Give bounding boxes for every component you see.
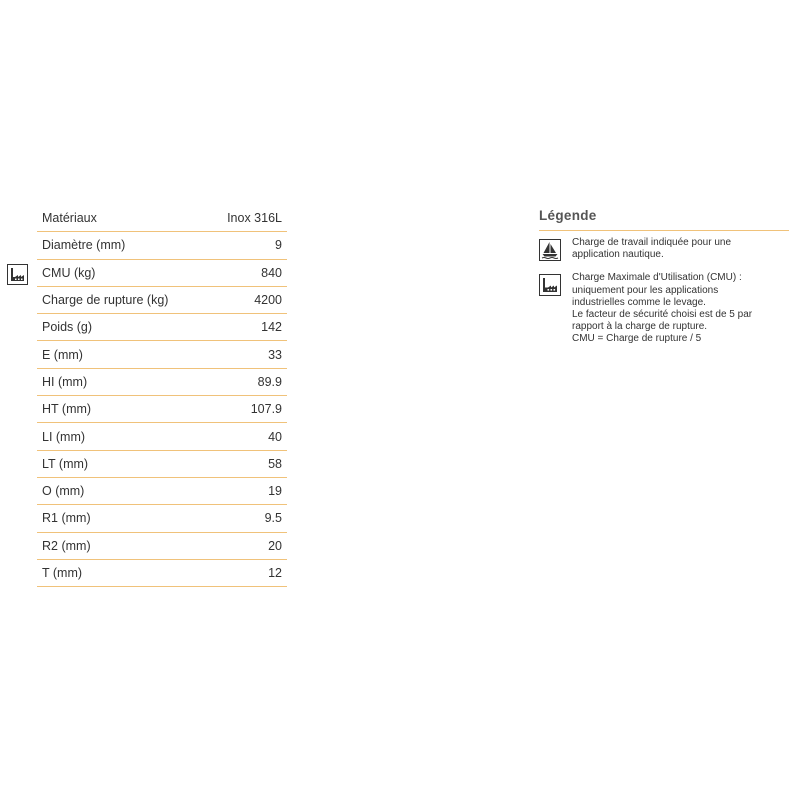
spec-value: 40	[268, 429, 282, 444]
spec-row-lt	[37, 451, 287, 478]
spec-label: Charge de rupture (kg)	[42, 293, 169, 308]
legend-divider	[539, 230, 789, 231]
legend-text: Charge de travail indiquée pour une application nautique.	[572, 237, 731, 261]
spec-row-t	[37, 560, 287, 587]
factory-icon	[539, 274, 561, 296]
spec-row-r2	[37, 533, 287, 560]
sailboat-icon	[539, 239, 561, 261]
spec-row-diametre	[37, 232, 287, 259]
spec-value: 20	[268, 538, 282, 553]
spec-value: 12	[268, 566, 282, 580]
spec-value: 4200	[254, 293, 282, 308]
spec-row-r1	[37, 505, 287, 532]
spec-label: Poids (g)	[42, 320, 93, 335]
spec-label: Diamètre (mm)	[42, 238, 126, 253]
spec-row-hi	[37, 369, 287, 396]
legend-item-nautique	[539, 237, 789, 261]
spec-label: LI (mm)	[42, 429, 86, 444]
legend-item-cmu	[539, 272, 789, 345]
spec-row-li	[37, 423, 287, 450]
spec-label: CMU (kg)	[42, 265, 96, 280]
spec-value: 33	[268, 347, 282, 362]
spec-value: Inox 316L	[227, 211, 282, 226]
legend-text: Charge Maximale d'Utilisation (CMU) : uniquement pour les applications industrielles comme le levage. Le facteur de sécurité choisi est de 5 par rapport à la charge de rupture. CMU = Charge de rupture / 5	[572, 272, 753, 345]
spec-value: 9.5	[264, 511, 282, 526]
spec-row-charge-rupture	[37, 287, 287, 314]
spec-label: R2 (mm)	[42, 538, 91, 553]
specifications-table	[37, 205, 287, 587]
spec-row-o	[37, 478, 287, 505]
spec-label: T (mm)	[42, 566, 83, 580]
spec-row-poids	[37, 314, 287, 341]
spec-row-cmu	[37, 260, 287, 287]
spec-value: 840	[261, 265, 282, 280]
legend-title: Légende	[539, 208, 597, 223]
spec-label: E (mm)	[42, 347, 83, 362]
spec-value: 89.9	[257, 374, 282, 389]
legend-panel	[539, 205, 789, 346]
spec-value: 9	[275, 238, 282, 253]
spec-label: O (mm)	[42, 484, 85, 499]
spec-value: 107.9	[250, 402, 282, 417]
spec-value: 142	[261, 320, 282, 335]
spec-label: HI (mm)	[42, 374, 88, 389]
spec-row-ht	[37, 396, 287, 423]
spec-label: R1 (mm)	[42, 511, 91, 526]
spec-row-e	[37, 341, 287, 368]
spec-label: Matériaux	[42, 211, 97, 226]
spec-label: LT (mm)	[42, 456, 89, 471]
factory-icon	[7, 264, 28, 285]
spec-row-materiaux	[37, 205, 287, 232]
spec-label: HT (mm)	[42, 402, 92, 417]
spec-value: 58	[268, 456, 282, 471]
spec-value: 19	[268, 484, 282, 499]
